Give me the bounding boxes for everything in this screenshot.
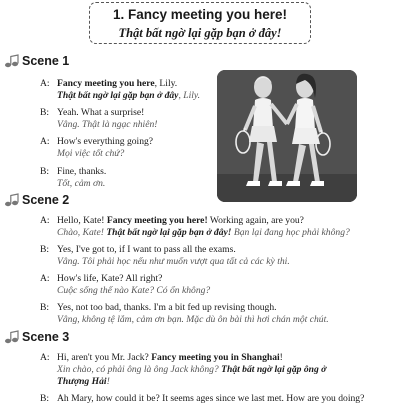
speaker-label: A: <box>40 352 50 363</box>
dialogue-line-en: How's life, Kate? All right? <box>57 273 163 284</box>
dialogue-line-vi: Vâng, không tệ lắm, cảm ơn bạn. Mặc dù ôn bài thì hơi chán một chút. <box>57 314 329 325</box>
dialogue-line-vi: Thật bất ngờ lại gặp bạn ở đây, Lily. <box>57 90 201 101</box>
speaker-label: B: <box>40 107 50 118</box>
dialogue-line-en: Hello, Kate! Fancy meeting you here! Working again, are you? <box>57 215 304 226</box>
dialogue-line-en: Yeah. What a surprise! <box>57 107 145 118</box>
tennis-players-illustration <box>217 70 357 202</box>
dialogue-line-vi-cont: Thượng Hải! <box>57 376 110 387</box>
page-subtitle: Thật bất ngờ lại gặp bạn ở đây! <box>118 26 282 40</box>
speaker-label: A: <box>40 273 50 284</box>
speaker-label: A: <box>40 78 50 89</box>
dialogue-line-vi: Tốt, cảm ơn. <box>57 178 106 189</box>
scene-label: Scene 2 <box>22 193 70 207</box>
scene-label: Scene 3 <box>22 330 70 344</box>
dialogue-line-en: Fancy meeting you here, Lily. <box>57 78 178 89</box>
dialogue-line-vi: Mọi việc tốt chứ? <box>57 148 125 159</box>
dialogue-line-en: Hi, aren't you Mr. Jack? Fancy meeting you in Shanghai! <box>57 352 283 363</box>
scene-label: Scene 1 <box>22 54 70 68</box>
speaker-label: A: <box>40 215 50 226</box>
dialogue-line-en: Yes, not too bad, thanks. I'm a bit fed up revising though. <box>57 302 277 313</box>
dialogue-line-en: How's everything going? <box>57 136 154 147</box>
speaker-label: A: <box>40 136 50 147</box>
dialogue-line-en: Ah Mary, how could it be? It seems ages since we last met. How are you doing? <box>57 393 365 404</box>
dialogue-line-en: Yes, I've got to, if I want to pass all the exams. <box>57 244 236 255</box>
page-title: 1. Fancy meeting you here! <box>112 7 288 22</box>
music-note-icon <box>4 54 20 68</box>
speaker-label: B: <box>40 393 50 404</box>
scene-3-heading <box>4 330 69 344</box>
music-note-icon <box>4 330 20 344</box>
scene-2-heading <box>4 193 69 207</box>
speaker-label: B: <box>40 244 50 255</box>
dialogue-line-vi: Xin chào, có phải ông là ông Jack không? Thật bất ngờ lại gặp ông ở <box>57 364 327 375</box>
title-box <box>89 2 311 44</box>
speaker-label: B: <box>40 166 50 177</box>
dialogue-line-vi: Vâng. Tôi phải học nếu như muốn vượt qua tất cả các kỳ thi. <box>57 256 290 267</box>
speaker-label: B: <box>40 302 50 313</box>
dialogue-line-vi: Cuộc sống thế nào Kate? Có ổn không? <box>57 285 211 296</box>
scene-1-heading <box>4 54 69 68</box>
dialogue-line-vi: Chào, Kate! Thật bất ngờ lại gặp bạn ở đây! Bạn lại đang học phải không? <box>57 227 350 238</box>
dialogue-line-vi: Vâng. Thật là ngạc nhiên! <box>57 119 158 130</box>
dialogue-line-en: Fine, thanks. <box>57 166 107 177</box>
music-note-icon <box>4 193 20 207</box>
